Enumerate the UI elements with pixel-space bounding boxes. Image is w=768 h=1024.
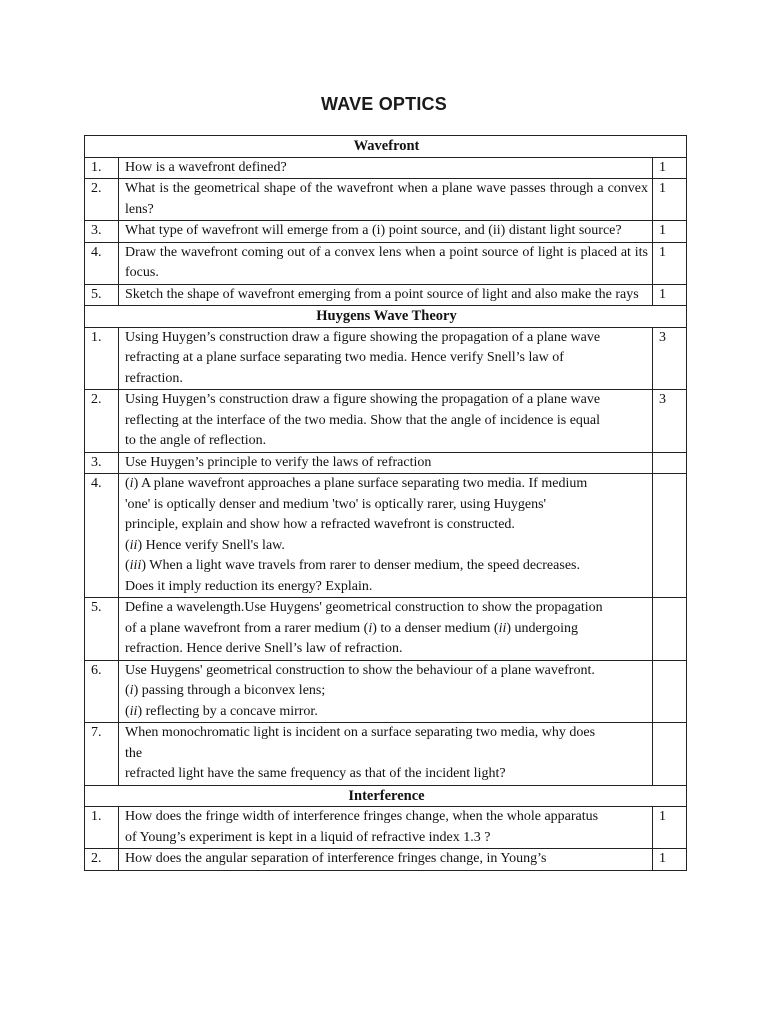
question-line: ) to a denser medium ( [372, 620, 499, 636]
question-text: Draw the wavefront coming out of a convex lens when a point source of light is placed at its focus. [119, 242, 653, 284]
table-row [85, 284, 687, 306]
section-heading-wavefront: Wavefront [85, 136, 687, 158]
page-title: WAVE OPTICS [321, 94, 447, 114]
question-line: refracting at a plane surface separating two media. Hence verify Snell’s law of [125, 350, 564, 365]
question-text: How is a wavefront defined? [119, 157, 653, 179]
question-text [119, 849, 653, 871]
question-line: When monochromatic light is incident on a surface separating two media, why does [125, 725, 596, 740]
question-marks: 3 [653, 327, 687, 390]
question-line: principle, explain and show how a refracted wavefront is constructed. [125, 517, 515, 532]
question-text [119, 327, 653, 390]
part-label: ii [129, 537, 138, 553]
section-header-row [85, 136, 687, 158]
question-line: Does it imply reduction its energy? Explain. [125, 578, 373, 594]
question-marks [653, 723, 687, 786]
part-label: iii [129, 558, 142, 573]
question-line: ) reflecting by a concave mirror. [137, 703, 318, 719]
table-row [85, 660, 687, 723]
question-line: ) undergoing [506, 620, 579, 636]
question-line: Use Huygen’s principle to verify the laws of refraction [125, 454, 432, 470]
question-marks: 1 [653, 284, 687, 306]
question-line: How does the fringe width of interference fringes change, when the whole apparatus [125, 809, 599, 824]
table-row [85, 474, 687, 598]
question-marks: 1 [653, 221, 687, 243]
question-number: 1. [85, 327, 119, 390]
part-label: i [129, 476, 134, 491]
question-line: the [125, 745, 143, 761]
question-line: When a light wave travels from rarer to denser medium, the speed decreases. [146, 558, 580, 573]
question-text: What is the geometrical shape of the wavefront when a plane wave passes through a convex lens? [119, 179, 653, 221]
section-header-row [85, 306, 687, 328]
question-line: reflecting at the interface of the two media. Show that the angle of incidence is equal [125, 412, 601, 428]
question-number: 3. [85, 452, 119, 474]
question-text [119, 452, 653, 474]
question-line: of a plane wavefront from a rarer medium ( [125, 620, 369, 636]
question-marks [653, 660, 687, 723]
question-number: 5. [85, 284, 119, 306]
question-marks: 1 [653, 849, 687, 871]
table-row [85, 849, 687, 871]
question-text: Use Huygens' geometrical construction to show the behaviour of a plane wavefront. (i) passing through a biconvex lens; (ii) reflecting by a concave mirror. [119, 660, 653, 723]
question-number: 2. [85, 849, 119, 871]
question-text [119, 390, 653, 453]
table-row [85, 723, 687, 786]
question-marks: 1 [653, 807, 687, 849]
part-label: i [368, 620, 373, 636]
question-text [119, 807, 653, 849]
questions-table [84, 135, 687, 871]
question-line: refraction. Hence derive Snell’s law of refraction. [125, 641, 403, 656]
section-header-row [85, 785, 687, 807]
question-line: How does the angular separation of interference fringes change, in Young’s [125, 851, 547, 866]
question-marks: 3 [653, 390, 687, 453]
question-text [119, 598, 653, 661]
table-row [85, 807, 687, 849]
question-number: 7. [85, 723, 119, 786]
table-row [85, 390, 687, 453]
part-label: i [129, 683, 134, 698]
table-row [85, 452, 687, 474]
question-number: 4. [85, 242, 119, 284]
question-number: 6. [85, 660, 119, 723]
question-marks: 1 [653, 242, 687, 284]
question-text: (i) A plane wavefront approaches a plane surface separating two media. If medium 'one' is optically denser and medium 'two' is optically rarer, using Huygens' principle, explain and show how a refracted wavefront is constructed. (ii) Hence verify Snell's law. (iii) When a light wave travels from rarer to denser medium, the speed decreases. Does it imply reduction its energy? Explain. [119, 474, 653, 598]
question-line: A plane wavefront approaches a plane surface separating two media. If medium [138, 476, 588, 491]
question-line: refraction. [125, 370, 183, 386]
question-text: What type of wavefront will emerge from a (i) point source, and (ii) distant light source? [119, 221, 653, 243]
question-line: Use Huygens' geometrical construction to show the behaviour of a plane wavefront. [125, 662, 595, 678]
question-marks [653, 452, 687, 474]
question-marks [653, 474, 687, 598]
question-number: 2. [85, 390, 119, 453]
table-row [85, 327, 687, 390]
question-line: Using Huygen’s construction draw a figure showing the propagation of a plane wave [125, 392, 601, 407]
question-line: of Young’s experiment is kept in a liquid of refractive index 1.3 ? [125, 829, 491, 845]
question-marks: 1 [653, 179, 687, 221]
question-line: Hence verify Snell's law. [142, 537, 285, 553]
question-line: refracted light have the same frequency as that of the incident light? [125, 766, 506, 781]
part-label: ii [129, 703, 138, 719]
question-number: 2. [85, 179, 119, 221]
question-line: ) passing through a biconvex lens; [133, 683, 326, 698]
table-row [85, 242, 687, 284]
question-text: Sketch the shape of wavefront emerging from a point source of light and also make the rays [119, 284, 653, 306]
question-number: 1. [85, 807, 119, 849]
table-row [85, 221, 687, 243]
question-line: to the angle of reflection. [125, 433, 267, 448]
question-number: 1. [85, 157, 119, 179]
question-line: Define a wavelength.Use Huygens' geometrical construction to show the propagation [125, 600, 603, 615]
part-label: ii [498, 620, 507, 636]
question-text [119, 723, 653, 786]
section-heading-huygens: Huygens Wave Theory [85, 306, 687, 328]
question-number: 5. [85, 598, 119, 661]
question-number: 3. [85, 221, 119, 243]
question-marks [653, 598, 687, 661]
question-number: 4. [85, 474, 119, 598]
question-line: 'one' is optically denser and medium 'two' is optically rarer, using Huygens' [125, 496, 547, 512]
table-row [85, 179, 687, 221]
question-marks: 1 [653, 157, 687, 179]
question-line: Using Huygen’s construction draw a figure showing the propagation of a plane wave [125, 329, 601, 345]
section-heading-interference: Interference [85, 785, 687, 807]
table-row [85, 157, 687, 179]
table-row [85, 598, 687, 661]
